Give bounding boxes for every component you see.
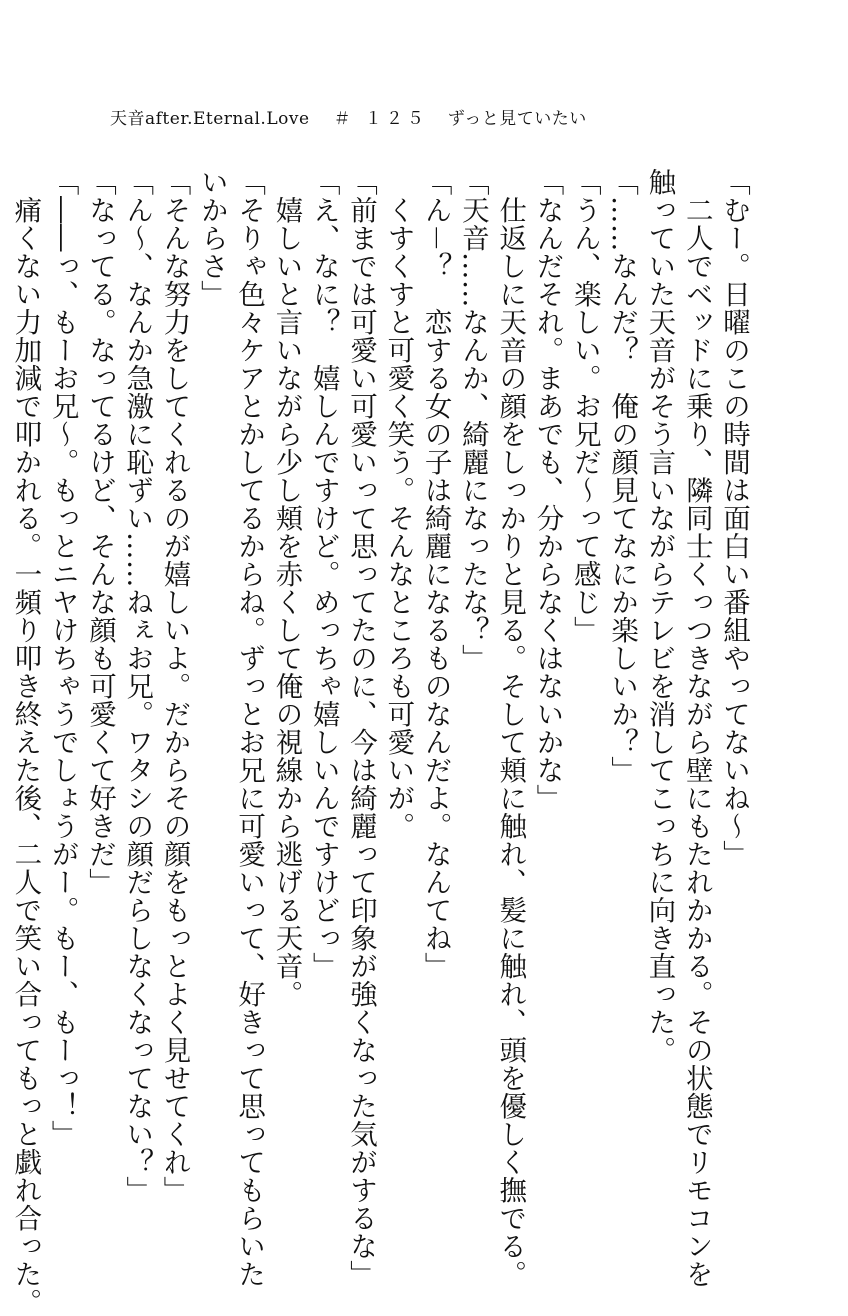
text-line: 「なってる。なってるけど、そんな顔も可愛くて好きだ」 <box>83 168 116 896</box>
text-line: 「天音……なんか、綺麗になったな？」 <box>456 168 489 672</box>
chapter-mark: ＃ <box>333 109 351 129</box>
text-line: 「うん、楽しい。お兄だ～って感じ」 <box>568 168 601 644</box>
text-line: 「むー。日曜のこの時間は面白い番組やってないね～」 <box>718 168 750 868</box>
vertical-text-body <box>6 168 752 1316</box>
page-header <box>110 104 587 129</box>
text-line: くすくすと可愛く笑う。そんなところも可愛いが。 <box>382 168 415 840</box>
text-line: 仕返しに天音の顔をしっかりと見る。そして頬に触れ、髪に触れ、頭を優しく撫でる。 <box>494 168 527 1288</box>
text-line: 「そんな努力をしてくれるのが嬉しいよ。だからその顔をもっとよく見せてくれ」 <box>158 168 191 1204</box>
story-title: 天音after.Eternal.Love <box>110 109 310 129</box>
text-line: 「ん－？ 恋する女の子は綺麗になるものなんだよ。なんてね」 <box>419 168 452 980</box>
text-line: 「前までは可愛い可愛いって思ってたのに、今は綺麗って印象が強くなった気がするな」 <box>345 168 378 1288</box>
text-line: いからさ」 <box>195 168 228 308</box>
chapter-number: １２５ <box>364 109 428 129</box>
text-line: 「そりゃ色々ケアとかしてるからね。ずっとお兄に可愛いって、好きって思ってもらいた <box>233 168 266 1288</box>
text-line: 「ん～、なんか急激に恥ずい……ねぇお兄。ワタシの顔だらしなくなってない？」 <box>121 168 154 1204</box>
text-line: 「……なんだ？ 俺の顔見てなにか楽しいか？」 <box>606 168 639 784</box>
text-line: 二人でベッドに乗り、隣同士くっつきながら壁にもたれかかる。その状態でリモコンを <box>680 168 713 1288</box>
text-line: 痛くない力加減で叩かれる。一頻り叩き終えた後、二人で笑い合ってもっと戯れ合った。 <box>9 168 42 1316</box>
text-line: 触っていた天音がそう言いながらテレビを消してこっちに向き直った。 <box>643 168 676 1064</box>
text-line: 「――っ、もーお兄～。もっとニヤけちゃうでしょうがー。もー、もーっ！」 <box>46 168 79 1148</box>
text-line: 嬉しいと言いながら少し頬を赤くして俺の視線から逃げる天音。 <box>270 168 303 1008</box>
chapter-title: ずっと見ていたい <box>447 109 587 129</box>
text-line: 「なんだそれ。まあでも、分からなくはないかな」 <box>531 168 564 812</box>
text-line: 「え、なに？ 嬉しんですけど。めっちゃ嬉しいんですけどっ」 <box>307 168 340 980</box>
